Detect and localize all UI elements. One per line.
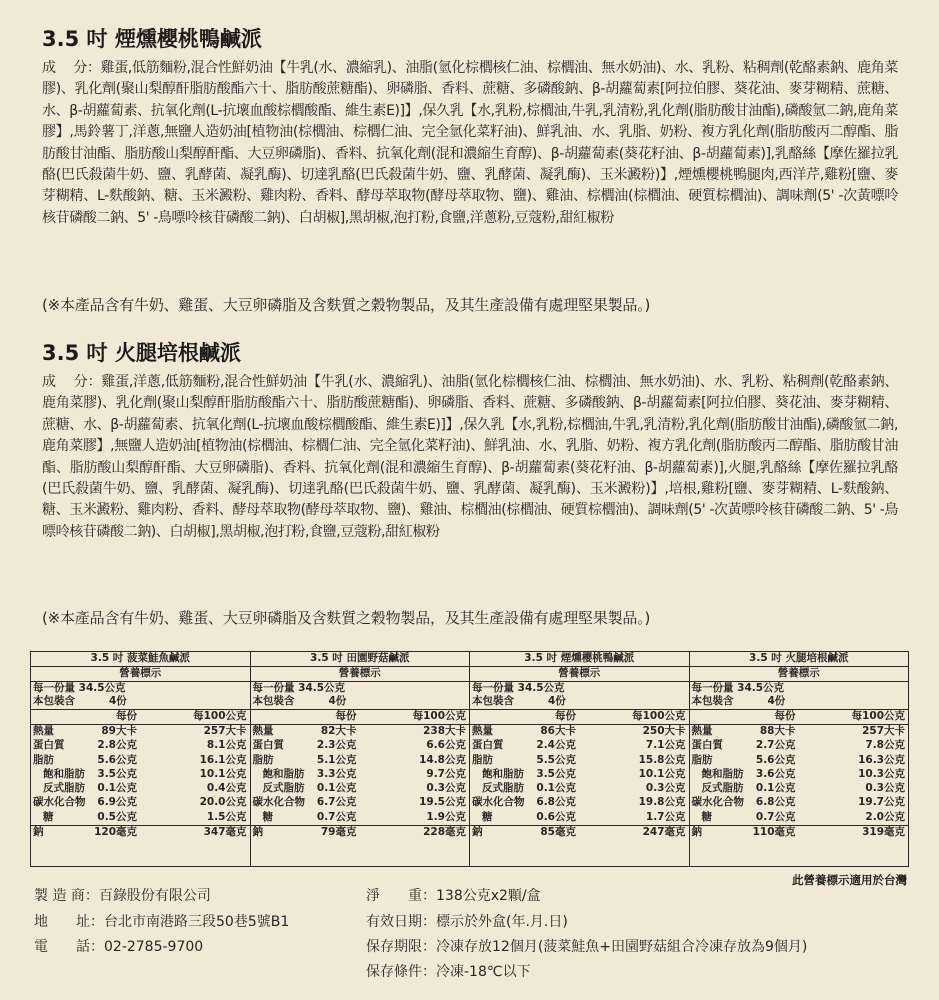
nutrition-row [251,725,470,739]
nutrition-table [690,652,909,866]
per-100g-value: 0.4公克 [206,782,247,795]
nutrition-row [31,782,250,796]
nutrition-row [470,796,689,810]
nutrition-row [690,782,909,796]
per-serving-value: 79毫克 [320,826,357,839]
per-100g-header: 每100公克 [632,710,686,722]
servings-per-pack [470,695,689,710]
per-100g-header: 每100公克 [193,710,247,722]
per-100g-value: 15.8公克 [638,753,686,766]
nutrition-row [251,811,470,826]
serving-size: 每一份量 34.5公克 [252,682,346,694]
nutrition-row [470,782,689,796]
nutrition-row [31,725,250,739]
per-serving-value: 88大卡 [759,725,796,737]
per-serving-value: 2.8公克 [97,739,137,752]
servings-per-pack-label: 本包裝含 [472,695,514,707]
per-serving-value: 110毫克 [752,826,796,839]
nutrition-label-heading: 營養標示 [690,667,909,682]
per-100g-value: 257大卡 [862,725,905,737]
per-serving-value: 82大卡 [320,725,357,737]
per-serving-value: 2.4公克 [536,739,576,752]
per-serving-value: 5.1公克 [316,753,357,766]
nutrient-name: 蛋白質 [33,739,65,752]
serving-size: 每一份量 34.5公克 [472,682,565,694]
nutrient-name: 鈉 [472,826,483,839]
per-100g-value: 319毫克 [862,826,905,839]
nutrition-row [470,768,689,782]
servings-per-pack-value: 4份 [548,695,566,707]
per-100g-value: 20.0公克 [199,796,247,809]
per-100g-value: 347毫克 [203,826,247,839]
per-100g-value: 19.7公克 [858,796,905,809]
nutrition-row [31,796,250,810]
nutrition-row [690,796,909,810]
nutrition-row [31,754,250,768]
per-serving-value: 0.1公克 [755,782,796,795]
per-serving-value: 6.8公克 [755,796,796,809]
nutrient-name: 碳水化合物 [33,796,86,809]
per-100g-value: 14.8公克 [419,753,466,766]
per-100g-value: 7.1公克 [645,739,686,752]
servings-per-pack-value: 4份 [767,695,786,707]
nutrient-name: 蛋白質 [472,739,504,752]
nutrition-row [470,739,689,753]
per-serving-value: 86大卡 [540,725,576,737]
nutrition-row [690,826,909,840]
per-serving-value: 0.6公克 [536,810,576,823]
servings-per-pack-value: 4份 [109,695,127,707]
per-100g-value: 257大卡 [203,725,247,737]
per-100g-value: 10.1公克 [638,767,686,780]
nutrient-name: 脂肪 [252,753,274,766]
per-serving-value: 5.6公克 [97,753,137,766]
per-100g-header: 每100公克 [412,710,466,722]
per-serving-value: 0.1公克 [97,782,137,795]
per-100g-value: 16.3公克 [858,753,905,766]
per-serving-header: 每份 [335,710,357,722]
nutrition-row [251,796,470,810]
nutrition-table-header [690,710,909,725]
net-weight: 淨 重：138公克x2顆/盒 [366,888,541,904]
per-serving-value: 6.8公克 [536,796,576,809]
nutrient-name: 蛋白質 [252,739,284,752]
storage-condition: 保存條件：冷凍-18℃以下 [366,964,531,980]
per-serving-value: 0.1公克 [536,782,576,795]
nutrient-name: 蛋白質 [691,739,723,752]
per-100g-value: 247毫克 [642,826,686,839]
nutrition-table-header [31,710,250,725]
per-100g-value: 1.9公克 [426,810,466,823]
nutrition-label-heading: 營養標示 [31,667,250,682]
per-serving-value: 6.9公克 [97,796,137,809]
per-serving-value: 5.6公克 [755,753,796,766]
per-serving-value: 0.5公克 [97,810,137,823]
nutrition-row [251,826,470,840]
nutrition-row [251,739,470,753]
nutrient-name: 飽和脂肪 [43,767,85,780]
nutrition-table-title: 3.5 吋 火腿培根鹹派 [690,652,909,667]
per-100g-value: 19.8公克 [638,796,686,809]
nutrient-name: 脂肪 [472,753,493,766]
per-100g-value: 0.3公克 [865,782,905,795]
servings-per-pack [31,695,250,710]
per-serving-value: 3.5公克 [97,767,137,780]
per-100g-value: 6.6公克 [426,739,466,752]
nutrition-row [31,826,250,840]
per-serving-value: 2.3公克 [316,739,357,752]
expiry-date: 有效日期：標示於外盒(年.月.日) [366,914,568,930]
per-serving-value: 3.3公克 [316,767,357,780]
per-serving-header: 每份 [555,710,576,722]
nutrient-name: 糖 [43,810,54,823]
per-serving-value: 3.5公克 [536,767,576,780]
per-serving-header: 每份 [774,710,796,722]
per-100g-value: 2.0公克 [865,810,905,823]
nutrition-region-note: 此營養標示適用於台灣 [792,873,907,887]
nutrition-row [690,754,909,768]
per-serving-value: 0.7公克 [316,810,357,823]
nutrient-name: 熱量 [252,725,274,737]
nutrition-tables [30,651,909,867]
nutrient-name: 反式脂肪 [262,782,305,795]
per-100g-header: 每100公克 [851,710,905,722]
per-100g-value: 0.3公克 [426,782,466,795]
nutrient-name: 鈉 [252,826,263,839]
per-serving-value: 0.1公克 [316,782,357,795]
nutrition-table-header [470,710,689,725]
nutrition-row [690,768,909,782]
nutrient-name: 糖 [482,810,493,823]
servings-per-pack [690,695,909,710]
nutrient-name: 熱量 [33,725,54,737]
nutrient-name: 鈉 [33,826,44,839]
per-serving-value: 5.5公克 [536,753,576,766]
nutrition-row [31,739,250,753]
phone: 電 話：02-2785-9700 [34,939,204,955]
servings-per-pack-value: 4份 [328,695,347,707]
per-100g-value: 16.1公克 [199,753,247,766]
servings-per-pack-label: 本包裝含 [33,695,75,707]
nutrition-table [470,652,690,866]
nutrient-name: 碳水化合物 [691,796,744,809]
section1-ingredients: 成 分：雞蛋,低筋麵粉,混合性鮮奶油【牛乳(水、濃縮乳)、油脂(氫化棕櫚核仁油、棕櫚油、無水奶油)、水、乳粉、粘稠劑(乾酪素鈉、鹿角菜膠)、乳化劑(聚山梨醇酐脂肪酸酯六十、脂肪酸蔗糖酯)、卵磷脂、香料、蔗糖、多磷酸鈉、β-胡蘿蔔素[阿拉伯膠、葵花油、麥芽糊精、蔗糖、水、β-胡蘿蔔素、抗氧化劑(L-抗壞血酸棕櫚酸酯、維生素E)]】,保久乳【水,乳粉,棕櫚油,牛乳,乳清粉,乳化劑(脂肪酸甘油酯),磷酸氫二鈉,鹿角菜膠】,馬鈴薯丁,洋蔥,無鹽人造奶油[植物油(棕櫚油、棕櫚仁油、完全氫化菜籽油)、鮮乳油、水、乳脂、奶粉、複方乳化劑(脂肪酸丙二醇酯、脂肪酸甘油酯、脂肪酸山梨醇酐酯、大豆卵磷脂)、香料、抗氧化劑(混和濃縮生育醇)、β-胡蘿蔔素(葵花籽油、β-胡蘿蔔素)],乳酪絲【摩佐羅拉乳酪(巴氏殺菌牛奶、鹽、乳酵菌、凝乳酶)、切達乳酪(巴氏殺菌牛奶、鹽、乳酵菌、凝乳酶)、玉米澱粉)】,煙燻櫻桃鴨腿肉,西洋芹,雞粉[鹽、麥芽糊精、L-麩酸鈉、糖、玉米澱粉、雞肉粉、香料、酵母萃取物(酵母萃取物、鹽)、雞油、棕櫚油(棕櫚油、硬質棕櫚油)、調味劑(5' -次黃嘌呤核苷磷酸二鈉、5' -鳥嘌呤核苷磷酸二鈉)、白胡椒],黑胡椒,泡打粉,食鹽,洋蔥粉,豆蔻粉,甜紅椒粉 [42,60,898,226]
nutrition-row [470,811,689,826]
nutrition-row [470,826,689,840]
section1-allergen-note: (※本產品含有牛奶、雞蛋、大豆卵磷脂及含麩質之穀物製品，及其生產設備有處理堅果製品。) [42,296,651,314]
nutrient-name: 熱量 [472,725,493,737]
section2-allergen-note: (※本產品含有牛奶、雞蛋、大豆卵磷脂及含麩質之穀物製品，及其生產設備有處理堅果製品。) [42,609,651,627]
nutrition-row [31,811,250,826]
per-100g-value: 238大卡 [423,725,466,737]
nutrition-row [251,768,470,782]
section2-title: 3.5 吋 火腿培根鹹派 [42,341,241,365]
nutrient-name: 飽和脂肪 [262,767,305,780]
nutrition-row [690,811,909,826]
per-100g-value: 10.3公克 [858,767,905,780]
per-100g-value: 228毫克 [423,826,466,839]
nutrition-table [251,652,471,866]
nutrition-row [690,739,909,753]
nutrition-label-heading: 營養標示 [251,667,470,682]
nutrition-row [251,754,470,768]
address: 地 址：台北市南港路三段50巷5號B1 [34,914,290,930]
per-serving-value: 3.6公克 [755,767,796,780]
per-100g-value: 250大卡 [642,725,686,737]
serving-size: 每一份量 34.5公克 [691,682,785,694]
section2-ingredients: 成 分：雞蛋,洋蔥,低筋麵粉,混合性鮮奶油【牛乳(水、濃縮乳)、油脂(氫化棕櫚核仁油、棕櫚油、無水奶油)、水、乳粉、粘稠劑(乾酪素鈉、鹿角菜膠)、乳化劑(聚山梨醇酐脂肪酸酯六十、脂肪酸蔗糖酯)、卵磷脂、香料、蔗糖、多磷酸鈉、β-胡蘿蔔素[阿拉伯膠、葵花油、麥芽糊精、蔗糖、水、β-胡蘿蔔素、抗氧化劑(L-抗壞血酸棕櫚酸酯、維生素E)]】,保久乳【水,乳粉,棕櫚油,牛乳,乳清粉,乳化劑(脂肪酸甘油酯),磷酸氫二鈉, 鹿角菜膠】,無鹽人造奶油[植物油(棕櫚油、棕櫚仁油、完全氫化菜籽油)、鮮乳油、水、乳脂、奶粉、複方乳化劑(脂肪酸丙二醇酯、脂肪酸甘油酯、脂肪酸山梨醇酐酯、大豆卵磷脂)、香料、抗氧化劑(混和濃縮生育醇)、β-胡蘿蔔素(葵花籽油、β-胡蘿蔔素)],火腿,乳酪絲【摩佐羅拉乳酪(巴氏殺菌牛奶、鹽、乳酵菌、凝乳酶)、切達乳酪(巴氏殺菌牛奶、鹽、乳酵菌、凝乳酶)、玉米澱粉)】,培根,雞粉[鹽、麥芽糊精、L-麩酸鈉、糖、玉米澱粉、雞肉粉、香料、酵母萃取物(酵母萃取物、鹽)、雞油、棕櫚油(棕櫚油、硬質棕櫚油)、調味劑(5' -次黃嘌呤核苷磷酸二鈉、5' -鳥嘌呤核苷磷酸二鈉)、白胡椒],黑胡椒,泡打粉,食鹽,豆蔻粉,甜紅椒粉 [42,374,898,540]
nutrition-row [470,725,689,739]
nutrient-name: 碳水化合物 [252,796,305,809]
servings-per-pack-label: 本包裝含 [252,695,295,707]
nutrient-name: 飽和脂肪 [701,767,744,780]
per-serving-value: 120毫克 [94,826,137,839]
nutrient-name: 脂肪 [33,753,54,766]
per-100g-value: 8.1公克 [206,739,247,752]
per-serving-value: 2.7公克 [755,739,796,752]
nutrition-label-heading: 營養標示 [470,667,689,682]
per-100g-value: 19.5公克 [419,796,466,809]
manufacturer: 製 造 商：百錄股份有限公司 [34,888,211,904]
per-100g-value: 9.7公克 [426,767,466,780]
nutrient-name: 反式脂肪 [482,782,524,795]
serving-size: 每一份量 34.5公克 [33,682,126,694]
nutrient-name: 脂肪 [691,753,713,766]
nutrition-table-header [251,710,470,725]
nutrition-table-title: 3.5 吋 煙燻櫻桃鴨鹹派 [470,652,689,667]
servings-per-pack-label: 本包裝含 [691,695,734,707]
section1-title: 3.5 吋 煙燻櫻桃鴨鹹派 [42,27,262,51]
servings-per-pack [251,695,470,710]
nutrient-name: 反式脂肪 [43,782,85,795]
per-100g-value: 1.7公克 [645,810,686,823]
nutrition-table [31,652,251,866]
nutrition-row [251,782,470,796]
per-100g-value: 0.3公克 [645,782,686,795]
nutrient-name: 糖 [262,810,273,823]
nutrition-row [690,725,909,739]
nutrient-name: 飽和脂肪 [482,767,524,780]
shelf-life: 保存期限：冷凍存放12個月(菠菜鮭魚+田園野菇組合冷凍存放為9個月) [366,939,808,955]
nutrition-row [470,754,689,768]
per-serving-value: 89大卡 [101,725,137,737]
per-100g-value: 1.5公克 [206,810,247,823]
nutrition-table-title: 3.5 吋 田園野菇鹹派 [251,652,470,667]
per-100g-value: 10.1公克 [199,767,247,780]
nutrient-name: 反式脂肪 [701,782,744,795]
nutrient-name: 碳水化合物 [472,796,525,809]
per-serving-value: 0.7公克 [755,810,796,823]
nutrient-name: 鈉 [691,826,702,839]
per-serving-value: 85毫克 [540,826,576,839]
per-serving-value: 6.7公克 [316,796,357,809]
nutrition-row [31,768,250,782]
nutrient-name: 糖 [701,810,712,823]
per-serving-header: 每份 [116,710,137,722]
nutrition-table-title: 3.5 吋 菠菜鮭魚鹹派 [31,652,250,667]
per-100g-value: 7.8公克 [865,739,905,752]
nutrient-name: 熱量 [691,725,713,737]
